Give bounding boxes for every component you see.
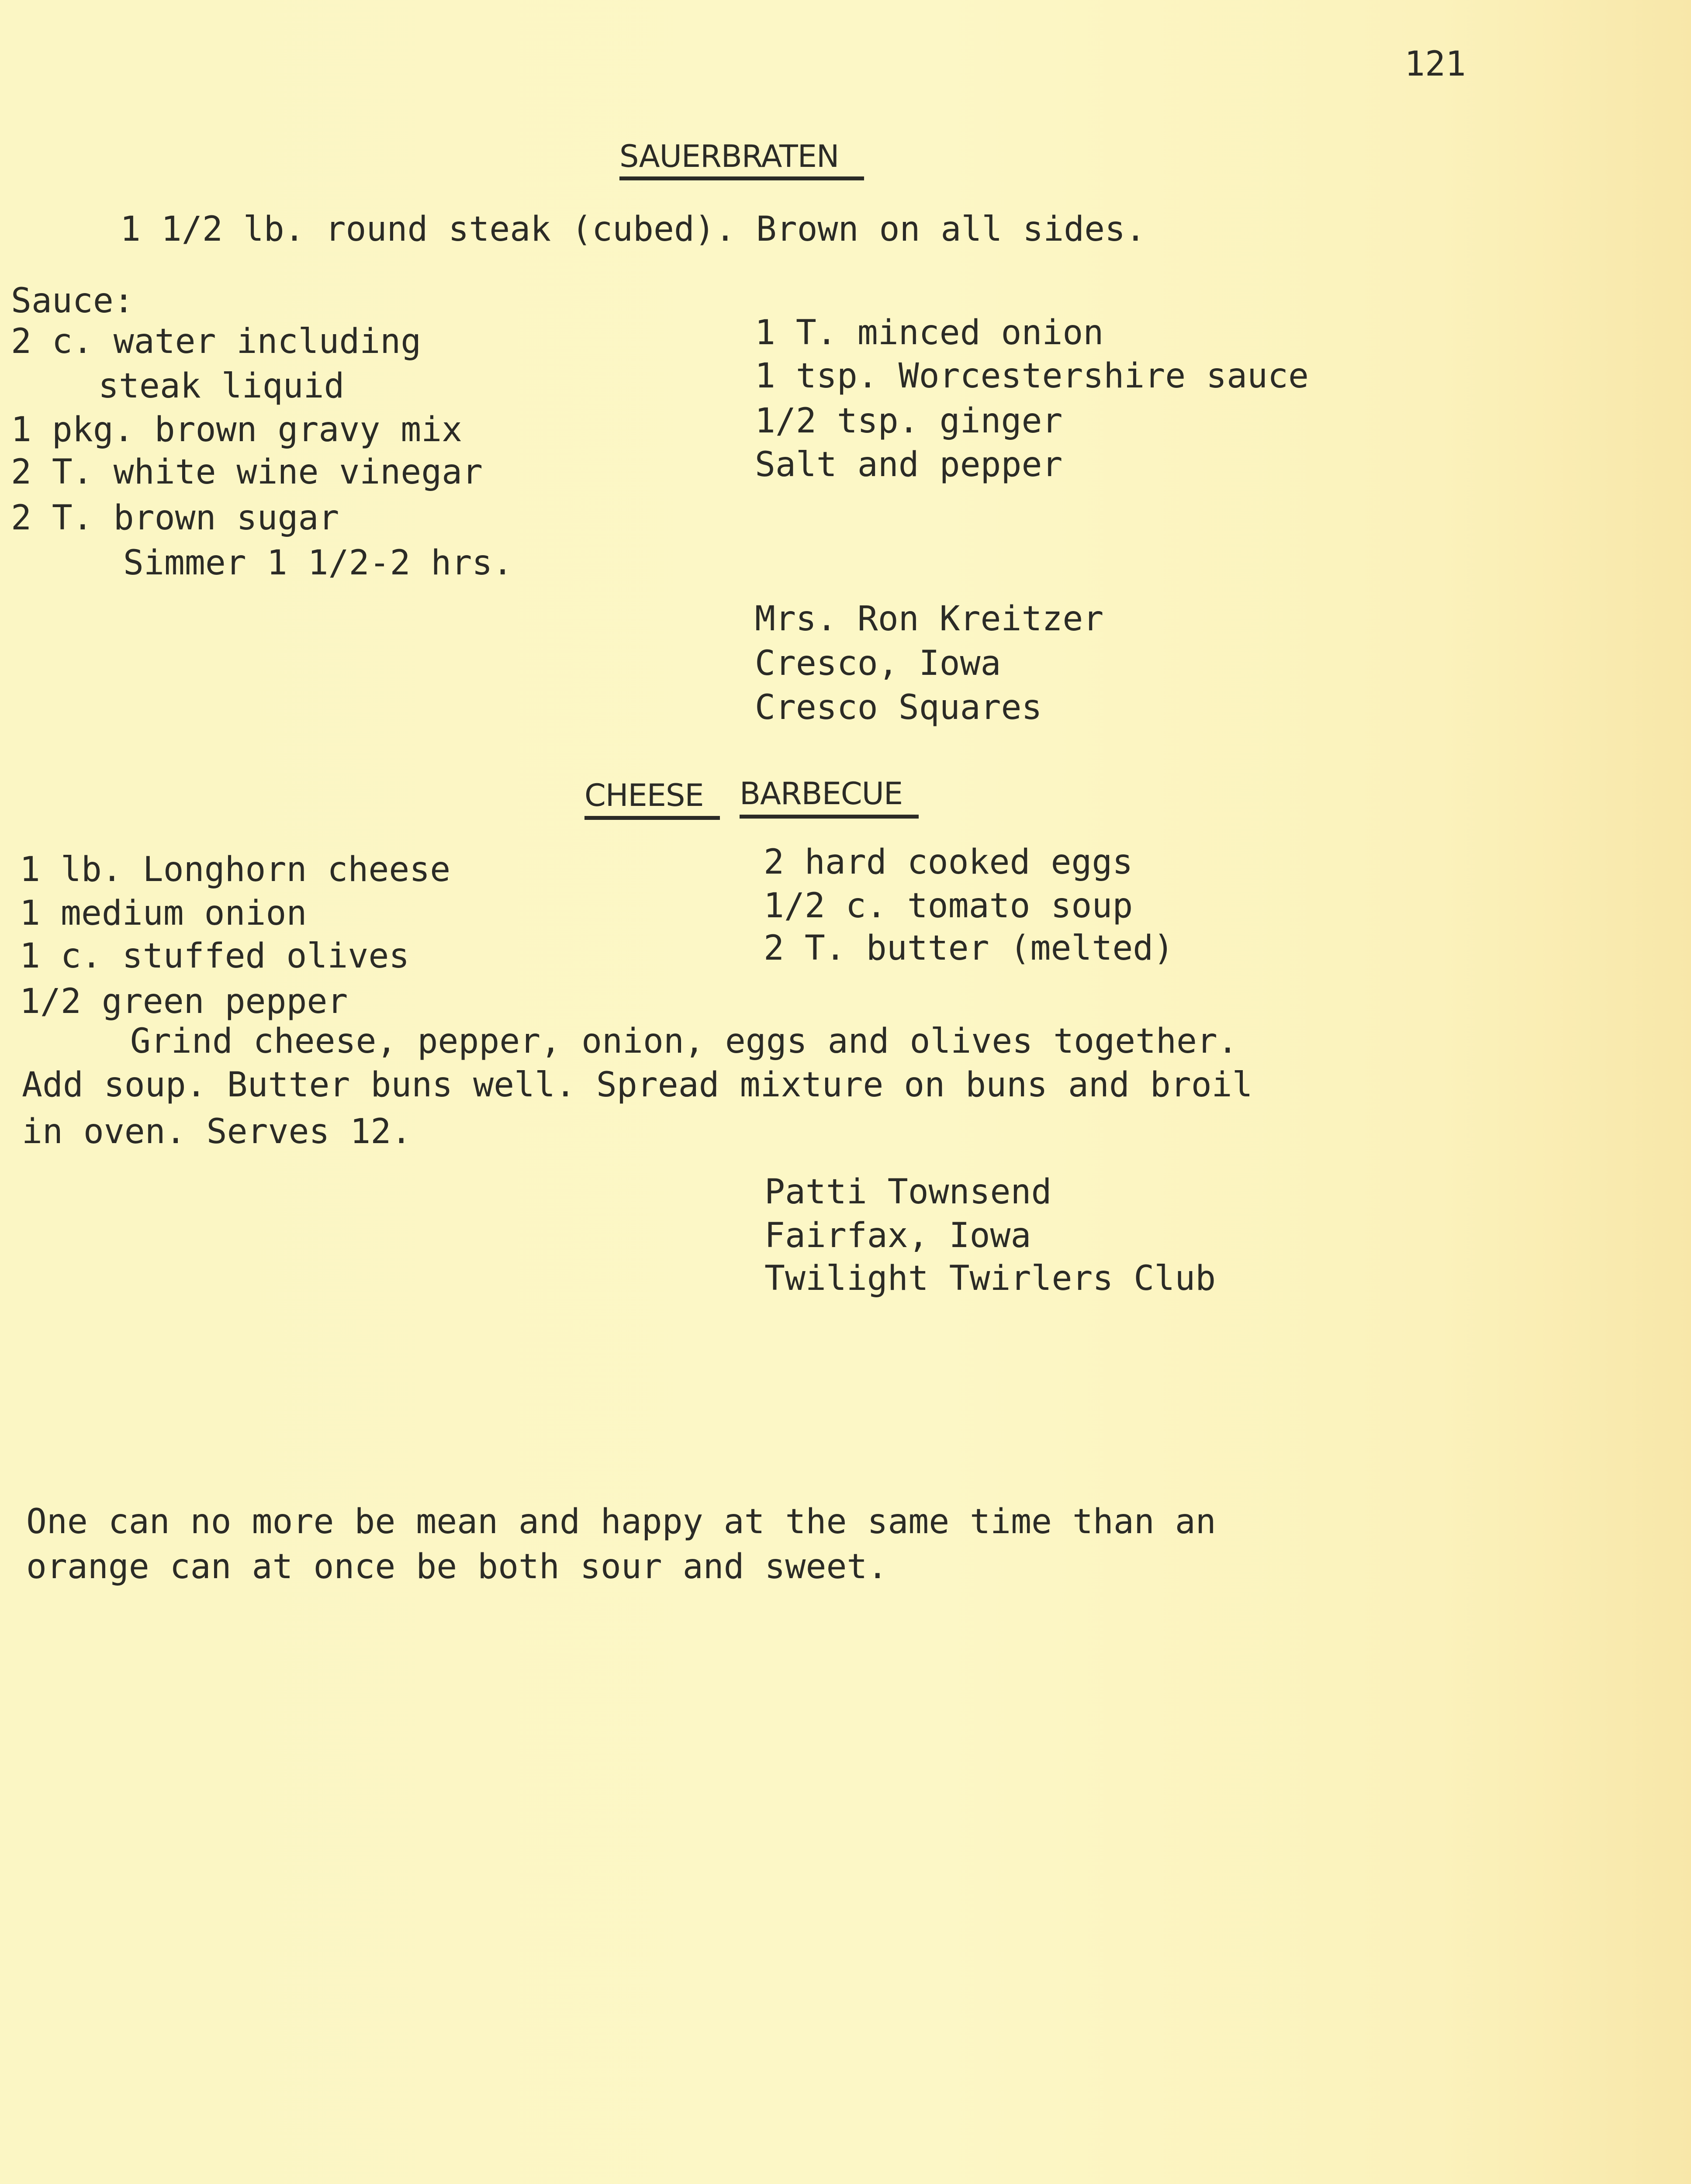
ingredient-line: 1/2 green pepper bbox=[20, 982, 348, 1021]
ingredient-line: 2 T. white wine vinegar bbox=[11, 453, 483, 492]
title-underline bbox=[619, 176, 864, 180]
ingredient-line: 2 c. water including bbox=[11, 322, 422, 361]
recipe-title-cheese: CHEESE bbox=[584, 778, 704, 813]
direction-line: Grind cheese, pepper, onion, eggs and olives together. bbox=[130, 1022, 1238, 1061]
ingredient-line: 1/2 c. tomato soup bbox=[764, 886, 1133, 926]
ingredient-line: steak liquid bbox=[98, 366, 345, 406]
contributor-club: Cresco Squares bbox=[755, 688, 1042, 727]
quote-line: One can no more be mean and happy at the same time than an bbox=[26, 1502, 1216, 1541]
contributor-name: Patti Townsend bbox=[764, 1172, 1052, 1212]
contributor-town: Cresco, Iowa bbox=[755, 644, 1001, 683]
direction-line: in oven. Serves 12. bbox=[22, 1112, 412, 1151]
ingredient-line: 1 lb. Longhorn cheese bbox=[20, 850, 451, 889]
ingredient-line: 1 pkg. brown gravy mix bbox=[11, 410, 463, 449]
ingredient-line: 1 T. minced onion bbox=[755, 313, 1104, 352]
ingredient-line: 1 medium onion bbox=[20, 894, 307, 933]
ingredient-line: Salt and pepper bbox=[755, 445, 1063, 484]
contributor-club: Twilight Twirlers Club bbox=[764, 1259, 1216, 1298]
direction-line: Add soup. Butter buns well. Spread mixture on buns and broil bbox=[22, 1065, 1253, 1105]
recipe-title-sauerbraten: SAUERBRATEN bbox=[619, 138, 839, 174]
title-underline bbox=[584, 816, 720, 820]
ingredient-line: 2 T. butter (melted) bbox=[764, 929, 1174, 968]
ingredient-line: 1/2 tsp. ginger bbox=[755, 401, 1063, 441]
ingredient-line: 2 T. brown sugar bbox=[11, 498, 339, 538]
contributor-name: Mrs. Ron Kreitzer bbox=[755, 599, 1104, 639]
ingredient-line: 1 tsp. Worcestershire sauce bbox=[755, 356, 1309, 396]
recipe-title-barbecue: BARBECUE bbox=[740, 776, 903, 812]
sauerbraten-intro: 1 1/2 lb. round steak (cubed). Brown on all sides. bbox=[120, 210, 1146, 249]
quote-line: orange can at once be both sour and sweet. bbox=[26, 1547, 888, 1586]
title-underline bbox=[740, 815, 919, 819]
ingredient-line: 2 hard cooked eggs bbox=[764, 843, 1133, 882]
contributor-town: Fairfax, Iowa bbox=[764, 1216, 1031, 1255]
ingredient-line: 1 c. stuffed olives bbox=[20, 936, 410, 976]
direction-line: Simmer 1 1/2-2 hrs. bbox=[123, 543, 513, 583]
sauce-label: Sauce: bbox=[11, 281, 134, 321]
page-number: 121 bbox=[1404, 45, 1466, 84]
